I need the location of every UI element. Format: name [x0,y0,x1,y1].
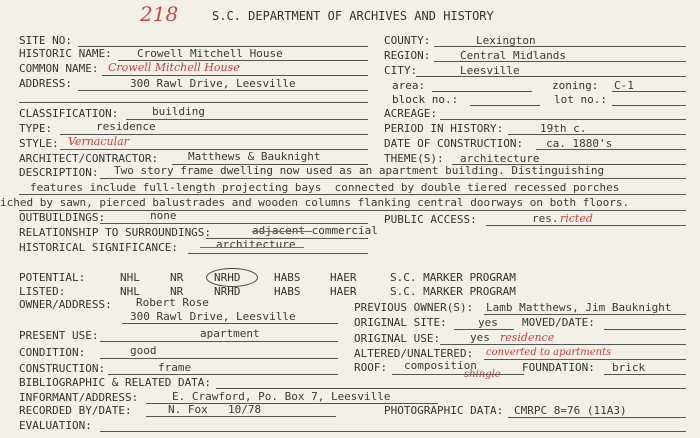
address-line [78,90,368,91]
foundation-line [604,374,686,375]
classification-label: CLASSIFICATION: [19,107,119,120]
present-use-label: PRESENT USE: [19,329,99,342]
significance-underline [200,247,304,248]
block-no-label: block no.: [392,93,459,106]
listed-nrhd: NRHD [214,285,241,298]
relationship-value: adjacent commercial [252,224,378,237]
zoning-value: C-1 [614,79,634,92]
type-label: TYPE: [19,122,53,135]
significance-value: architecture [216,238,296,251]
construction-label: CONSTRUCTION: [19,362,106,375]
owner-address: 300 Rawl Drive, Leesville [130,310,296,323]
description-label: DESCRIPTION: [19,166,99,179]
date-construction-value: ca. 1880's [546,137,613,150]
date-construction-label: DATE OF CONSTRUCTION: [384,137,524,150]
relationship-label: RELATIONSHIP TO SURROUNDINGS: [19,226,212,239]
condition-line [100,358,338,359]
type-value: residence [96,120,156,133]
condition-label: CONDITION: [19,346,86,359]
city-line [416,76,686,77]
photographic-label: PHOTOGRAPHIC DATA: [384,404,504,417]
present-use-line [100,341,338,342]
period-label: PERIOD IN HISTORY: [384,122,504,135]
area-label: area: [392,79,426,92]
region-label: REGION: [384,49,431,62]
bibliographic-label: BIBLIOGRAPHIC & RELATED DATA: [19,376,212,389]
listed-nr: NR [170,285,184,298]
zoning-label: zoning: [552,79,599,92]
description-line-3: iched by sawn, pierced balustrades and wooden columns flanking central doorways on both floors. [0,196,630,209]
construction-line [108,374,338,375]
construction-value: frame [158,361,192,374]
potential-haer: HAER [330,271,357,284]
site-no-label: SITE NO: [19,34,72,47]
common-name-handwritten: Crowell Mitchell House [108,61,240,74]
original-use-label: ORIGINAL USE: [354,332,441,345]
recorded-line [146,416,336,417]
outbuildings-value: none [150,209,177,222]
listed-marker: S.C. MARKER PROGRAM [390,285,516,298]
region-line [434,61,686,62]
county-label: COUNTY: [384,34,431,47]
date-construction-line [536,149,686,150]
address-value: 300 Rawl Drive, Leesville [130,77,296,90]
informant-value: E. Crawford, Po. Box 7, Leesville [172,390,391,403]
informant-label: INFORMANT/ADDRESS: [19,391,139,404]
previous-owners-value: Lamb Matthews, Jim Bauknight [486,301,672,314]
acreage-label: ACREAGE: [384,107,437,120]
architect-label: ARCHITECT/CONTRACTOR: [19,152,159,165]
themes-value: architecture [460,152,540,165]
common-name-label: COMMON NAME: [19,62,99,75]
significance-line [188,253,368,254]
acreage-line [440,119,686,120]
owner-line [122,323,338,324]
common-name-line [102,75,368,76]
present-use-value: apartment [200,327,260,340]
owner-label: OWNER/ADDRESS: [19,298,112,311]
area-line [432,91,532,92]
county-line [434,46,686,47]
roof-label: ROOF: [354,361,388,374]
lot-no-line [612,105,686,106]
photographic-value: CMRPC 8=76 (11A3) [514,404,627,417]
roof-handwritten: shingle [464,369,501,380]
public-access-value: res. [532,212,559,225]
recorded-label: RECORDED BY/DATE: [19,404,132,417]
description-line-1: Two story frame dwelling now used as an apartment building. Distinguishing [114,164,605,177]
block-no-line [470,105,540,106]
classification-value: building [152,105,205,118]
zoning-line [612,91,686,92]
significance-label: HISTORICAL SIGNIFICANCE: [19,241,178,254]
potential-label: POTENTIAL: [19,271,86,284]
classification-line [126,119,368,120]
period-value: 19th c. [540,122,587,135]
original-use-value: yes [470,331,490,344]
period-line [508,134,686,135]
style-label: STYLE: [19,137,59,150]
description-rule-3 [19,210,686,211]
original-site-line [454,329,514,330]
form-title: S.C. DEPARTMENT OF ARCHIVES AND HISTORY [212,9,494,23]
region-value: Central Midlands [460,49,566,62]
bibliographic-line [216,388,686,389]
style-handwritten: Vernacular [68,135,129,148]
themes-label: THEME(S): [384,152,444,165]
previous-owners-label: PREVIOUS OWNER(S): [354,301,474,314]
moved-date-line [604,329,686,330]
lot-no-label: lot no.: [554,93,607,106]
roof-value: composition [404,359,477,372]
description-rule-1 [100,178,686,179]
city-label: CITY: [384,64,418,77]
listed-nhl: NHL [120,285,140,298]
potential-nhl: NHL [120,271,140,284]
photographic-line [508,417,686,418]
potential-habs: HABS [274,271,301,284]
architect-value: Matthews & Bauknight [188,150,321,163]
potential-nrhd: NRHD [214,271,241,284]
original-site-label: ORIGINAL SITE: [354,316,447,329]
historic-name-value: Crowell Mitchell House [137,47,283,60]
evaluation-label: EVALUATION: [19,419,92,432]
original-use-line [440,344,686,345]
listed-habs: HABS [274,285,301,298]
public-access-line [486,225,686,226]
foundation-value: brick [612,361,646,374]
address-line-2 [19,102,368,103]
site-number-handwritten: 218 [140,2,179,26]
description-rule-2 [19,194,686,195]
recorded-by-value: N. Fox [168,403,208,416]
relationship-underline [252,231,312,232]
county-value: Lexington [476,34,536,47]
original-site-value: yes [478,316,498,329]
address-label: ADDRESS: [19,77,72,90]
condition-value: good [130,344,157,357]
city-value: Leesville [460,64,520,77]
outbuildings-label: OUTBUILDINGS: [19,211,106,224]
listed-haer: HAER [330,285,357,298]
description-line-2: features include full-length projecting bays connected by double tiered recessed porches [30,181,620,194]
original-use-handwritten: residence [500,331,555,344]
potential-nr: NR [170,271,184,284]
altered-line [484,359,686,360]
recorded-date-value: 10/78 [228,403,262,416]
previous-owners-line [484,314,686,315]
evaluation-line [100,431,686,432]
public-access-handwritten: ricted [560,212,593,225]
altered-label: ALTERED/UNALTERED: [354,347,474,360]
potential-marker: S.C. MARKER PROGRAM [390,271,516,284]
historic-name-label: HISTORIC NAME: [19,47,112,60]
foundation-label: FOUNDATION: [522,361,595,374]
owner-name: Robert Rose [136,296,209,309]
listed-label: LISTED: [19,285,66,298]
moved-date-label: MOVED/DATE: [522,316,595,329]
roof-line [392,374,524,375]
public-access-label: PUBLIC ACCESS: [384,213,477,226]
altered-handwritten: converted to apartments [486,347,612,358]
